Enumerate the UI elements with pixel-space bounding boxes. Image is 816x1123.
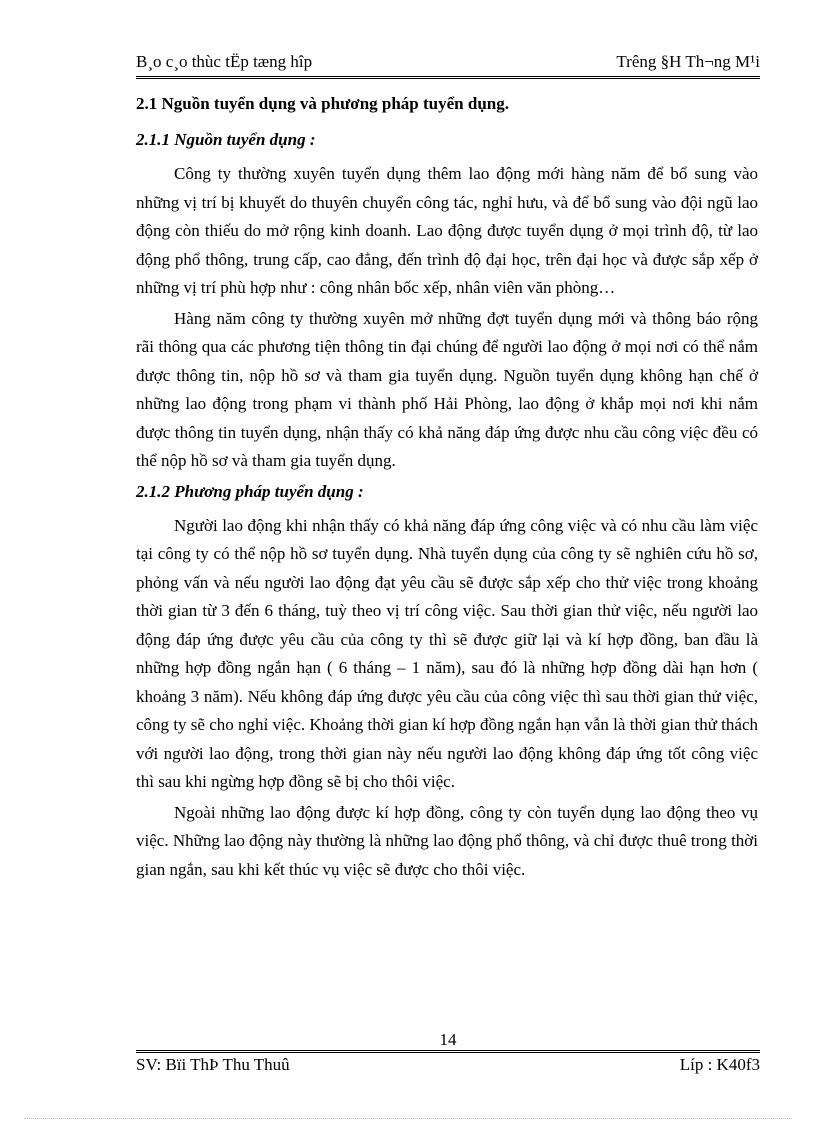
page-header	[136, 48, 760, 72]
paragraph: Người lao động khi nhận thấy có khả năng đáp ứng công việc và có nhu cầu làm việc tại công ty có thể nộp hồ sơ tuyển dụng. Nhà tuyển dụng của công ty sẽ nghiên cứu hồ sơ, phỏng vấn và nếu người lao động đạt yêu cầu sẽ được sắp xếp cho thử việc trong khoảng thời gian từ 3 đến 6 tháng, tuỳ theo vị trí công việc. Sau thời gian thử việc, nếu người lao động đáp ứng được yêu cầu của công ty thì sẽ được giữ lại và kí hợp đồng, ban đầu là những hợp đồng ngắn hạn ( 6 tháng – 1 năm), sau đó là những hợp đồng dài hạn hơn ( khoảng 3 năm). Nếu không đáp ứng được yêu cầu của công việc thì sau thời gian thử việc, công ty sẽ cho nghỉ việc. Khoảng thời gian kí hợp đồng ngắn hạn vẫn là thời gian thử thách với người lao động, trong thời gian này nếu người lao động không đáp ứng tốt công việc thì sau khi ngừng hợp đồng sẽ bị cho thôi việc.	[136, 515, 758, 791]
subsection-heading-recruitment-methods: 2.1.2 Phương pháp tuyển dụng :	[136, 481, 364, 501]
footer-student-name: SV: Bïi ThÞ Thu Thuû	[136, 1055, 290, 1074]
header-school-name: Trêng §H Th¬ng M¹i	[616, 52, 760, 71]
page-body	[136, 90, 758, 886]
paragraph: Ngoài những lao động được kí hợp đồng, công ty còn tuyển dụng lao động theo vụ việc. Những lao động này thường là những lao động phổ thông, và chỉ được thuê trong thời gian ngắn, sau khi kết thúc vụ việc sẽ được cho thôi việc.	[136, 802, 758, 879]
page-edge-divider	[24, 1118, 792, 1119]
footer-divider	[136, 1050, 760, 1053]
paragraph: Công ty thường xuyên tuyển dụng thêm lao động mới hàng năm để bổ sung vào những vị trí bị khuyết do thuyên chuyển công tác, nghỉ hưu, và để bổ sung vào đội ngũ lao động còn thiếu do mở rộng kinh doanh. Lao động được tuyển dụng ở mọi trình độ, từ lao động phổ thông, trung cấp, cao đẳng, đến trình độ đại học, trên đại học và được sắp xếp ở những vị trí phù hợp như : công nhân bốc xếp, nhân viên văn phòng…	[136, 164, 758, 297]
header-report-title: B¸o c¸o thùc tËp tæng hîp	[136, 52, 313, 71]
page-number: 14	[439, 1030, 457, 1049]
paragraph: Hàng năm công ty thường xuyên mở những đợt tuyển dụng mới và thông báo rộng rãi thông qua các phương tiện thông tin đại chúng để người lao động ở mọi nơi có thể nắm được thông tin, nộp hồ sơ và tham gia tuyển dụng. Nguồn tuyển dụng không hạn chế ở những lao động trong phạm vi thành phố Hải Phòng, lao động ở khắp mọi nơi khi nắm được thông tin tuyển dụng, nhận thấy có khả năng đáp ứng được nhu cầu công việc đều có thể nộp hồ sơ và tham gia tuyển dụng.	[136, 308, 758, 470]
section-heading: 2.1 Nguồn tuyển dụng và phương pháp tuyển dụng.	[136, 94, 509, 113]
page-footer	[136, 1055, 760, 1075]
footer-class-code: Líp : K40f3	[679, 1055, 760, 1074]
subsection-heading-recruitment-sources: 2.1.1 Nguồn tuyển dụng :	[136, 130, 316, 149]
header-divider	[136, 76, 760, 79]
